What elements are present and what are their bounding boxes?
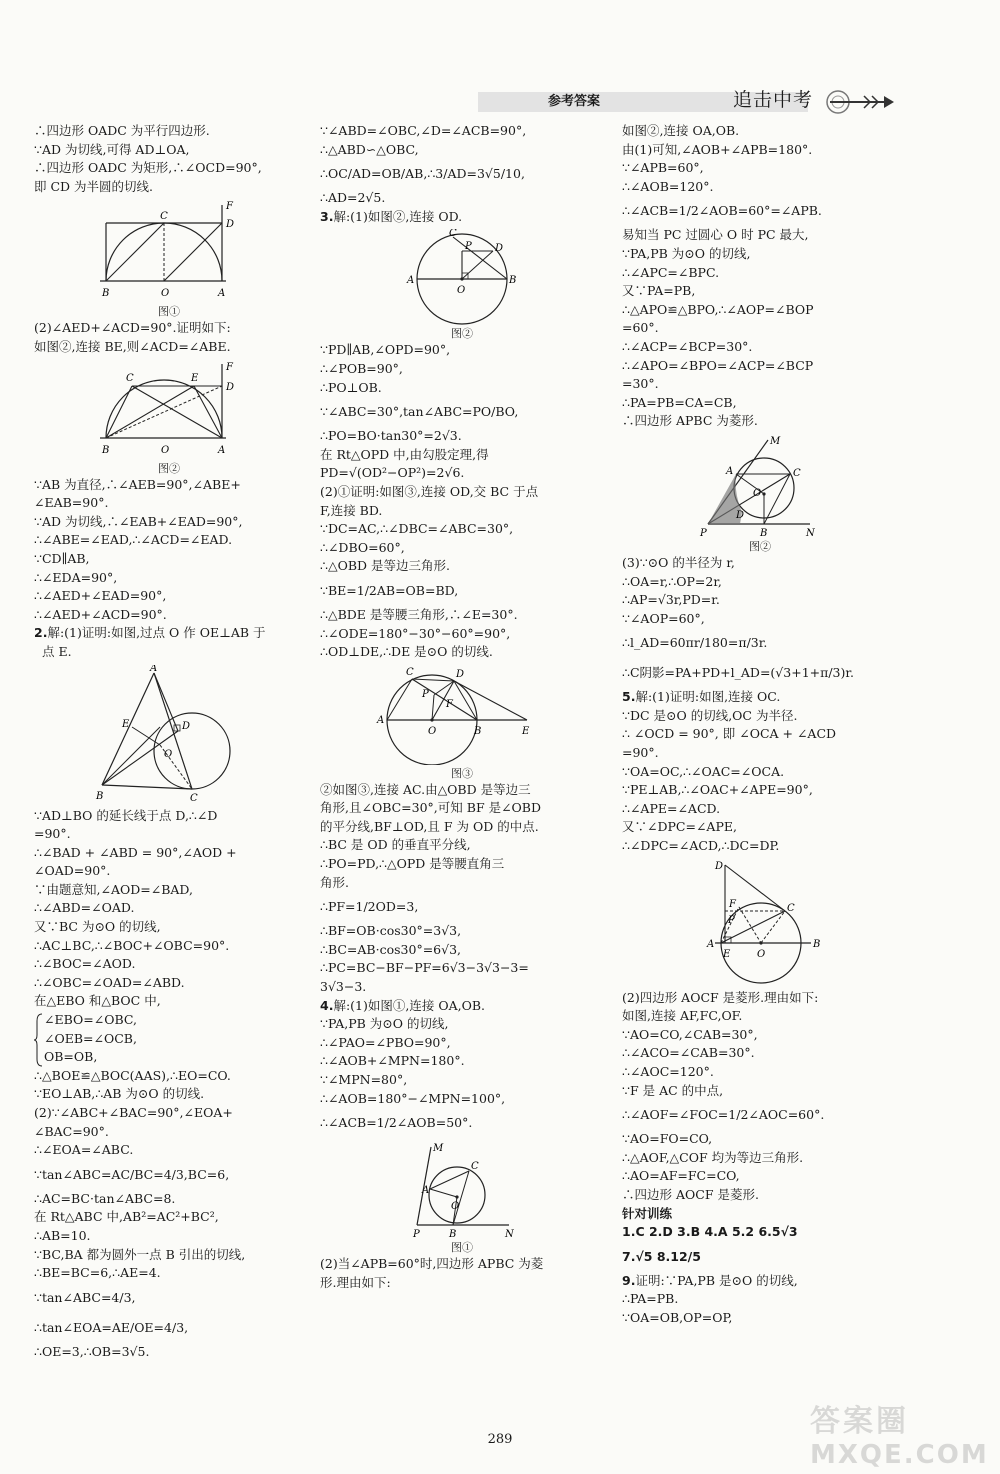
svg-text:M: M bbox=[433, 1143, 444, 1155]
figure-triangle-circle bbox=[94, 665, 244, 805]
text-line: =60°. bbox=[622, 320, 659, 336]
text-line: 的平分线,BF⊥OD,且 F 为 OD 的中点. bbox=[320, 818, 539, 834]
svg-text:F: F bbox=[226, 361, 233, 373]
watermark-logo bbox=[810, 1396, 989, 1470]
text-line: ∵PE⊥AB,∴∠OAC+∠APE=90°, bbox=[622, 782, 813, 798]
left-brace-icon bbox=[34, 1013, 44, 1067]
c1-block-d bbox=[34, 807, 304, 1012]
figure-caption: 图③ bbox=[451, 766, 473, 780]
text-line: ∵tan∠ABC=4/3, bbox=[34, 1289, 136, 1305]
text-line: 角形. bbox=[320, 874, 349, 890]
text-line: ∴∠AOC=120°. bbox=[622, 1064, 714, 1079]
svg-text:O: O bbox=[757, 948, 766, 960]
svg-text:A: A bbox=[377, 714, 385, 726]
text-line: ②如图③,连接 AC.由△OBD 是等边三 bbox=[320, 781, 531, 797]
svg-text:E: E bbox=[723, 948, 731, 960]
text-line: ∴四边形 OADC 为矩形,∴∠OCD=90°, bbox=[34, 160, 262, 176]
text-line: ∴PA=PB. bbox=[622, 1291, 679, 1307]
header-arrow-icon bbox=[824, 88, 896, 116]
header-title: 追击中考 bbox=[733, 89, 814, 111]
svg-text:E: E bbox=[522, 725, 530, 737]
c1-block-c bbox=[34, 476, 304, 625]
c1-block-b bbox=[34, 319, 304, 356]
text-line: 证明:∵PA,PB 是⊙O 的切线, bbox=[635, 1272, 798, 1288]
text-line: ∴ ∠OCD = 90°, 即 ∠OCA + ∠ACD bbox=[622, 726, 837, 742]
text-line: ∵由题意知,∠AOD=∠BAD, bbox=[34, 881, 193, 897]
question-9-line bbox=[622, 1272, 898, 1291]
watermark-text: 答案圈 bbox=[810, 1404, 909, 1439]
svg-text:O: O bbox=[428, 725, 437, 737]
svg-text:C: C bbox=[160, 211, 168, 223]
svg-text:A: A bbox=[218, 288, 226, 300]
text-line: ∵BE=1/2AB=OB=BD, bbox=[320, 582, 459, 598]
svg-text:D: D bbox=[456, 668, 465, 680]
text-line: 解:(1)证明:如图,过点 O 作 OE⊥AB 于 bbox=[47, 625, 266, 641]
text-line: 形.理由如下: bbox=[320, 1274, 391, 1290]
text-line: ∵OA=OC,∴∠OAC=∠OCA. bbox=[622, 763, 785, 779]
text-line: 在 Rt△ABC 中,AB²=AC²+BC², bbox=[34, 1209, 219, 1225]
text-line: ∵DC=AC,∴∠DBC=∠ABC=30°, bbox=[320, 521, 514, 537]
column-2 bbox=[320, 122, 604, 1292]
text-line: ∴C阴影=PA+PD+l_AD=(√3+1+π/3)r. bbox=[622, 665, 854, 681]
svg-text:P: P bbox=[413, 1229, 420, 1240]
text-line: ∴∠PAO=∠PBO=90°, bbox=[320, 1034, 451, 1050]
svg-text:A: A bbox=[150, 664, 158, 674]
text-line: ∴∠EOA=∠ABC. bbox=[34, 1142, 134, 1158]
text-line: ∵EO⊥AB,∴AB 为⊙O 的切线. bbox=[34, 1086, 205, 1102]
svg-text:F: F bbox=[729, 898, 736, 910]
text-line: 又∵PA=PB, bbox=[622, 283, 696, 299]
equation-system bbox=[34, 1011, 304, 1067]
figure-semicircle-rectangle bbox=[94, 199, 244, 303]
text-line: ∴△OBD 是等边三角形. bbox=[320, 558, 450, 574]
text-line: 解:(1)如图①,连接 OA,OB. bbox=[333, 997, 485, 1013]
text-line: ∠OEB=∠OCB, bbox=[44, 1030, 137, 1046]
text-line: ∴PO⊥OB. bbox=[320, 379, 382, 395]
text-line: (2)∠AED+∠ACD=90°.证明如下: bbox=[34, 320, 231, 336]
text-line: ∠EAB=90°. bbox=[34, 495, 109, 511]
text-line: ∴∠BAD + ∠ABD = 90°,∠AOD + bbox=[34, 844, 237, 860]
text-line: ∴AC⊥BC,∴∠BOC+∠OBC=90°. bbox=[34, 937, 230, 953]
svg-text:D: D bbox=[495, 243, 504, 255]
figure-caption: 图② bbox=[158, 461, 180, 475]
text-line: ∴AO=AF=FC=CO, bbox=[622, 1168, 740, 1184]
text-line: ∵AD⊥BO 的延长线于点 D,∴∠D bbox=[34, 807, 218, 823]
question-number: 5. bbox=[622, 689, 636, 705]
svg-text:F: F bbox=[226, 201, 233, 213]
text-line: ∴PO=BO·tan30°=2√3. bbox=[320, 428, 462, 444]
text-line: ∵OA=OB,OP=OP, bbox=[622, 1309, 733, 1325]
c2-block-c bbox=[320, 781, 604, 997]
watermark-url: MXQE.COM bbox=[810, 1440, 989, 1470]
text-line: ∵AD 为切线,可得 AD⊥OA, bbox=[34, 141, 190, 157]
svg-text:O: O bbox=[161, 444, 170, 456]
text-line: ∴∠AOB=180°−∠MPN=100°, bbox=[320, 1090, 506, 1106]
text-line: =30°. bbox=[622, 376, 659, 392]
svg-text:O: O bbox=[753, 487, 762, 499]
svg-text:P: P bbox=[700, 527, 707, 538]
figure-circle-dc-tangent bbox=[695, 859, 825, 987]
text-line: ∴△APO≌△BPO,∴∠AOP=∠BOP bbox=[622, 301, 814, 317]
svg-text:O: O bbox=[164, 748, 173, 760]
text-line: ∴△AOF,△COF 均为等边三角形. bbox=[622, 1149, 804, 1165]
svg-text:F: F bbox=[446, 698, 453, 710]
text-line: ∴∠AOF=∠FOC=1/2∠AOC=60°. bbox=[622, 1107, 825, 1123]
figure-caption: 图① bbox=[158, 305, 180, 319]
figure-rhombus-circle bbox=[690, 434, 830, 538]
text-line: 角形,且∠OBC=30°,可知 BF 是∠OBD bbox=[320, 800, 542, 816]
text-line: ∴BE=BC=6,∴AE=4. bbox=[34, 1265, 161, 1281]
text-line: 即 CD 为半圆的切线. bbox=[34, 178, 154, 194]
text-line: ∵AO=FO=CO, bbox=[622, 1131, 713, 1147]
text-line: ∴PC=BC−BF−PF=6√3−3√3−3= bbox=[320, 960, 529, 976]
text-line: 解:(1)证明:如图,连接 OC. bbox=[635, 689, 781, 705]
c3-block-d bbox=[622, 989, 898, 1205]
text-line: ∴∠APO=∠BPO=∠ACP=∠BCP bbox=[622, 357, 814, 373]
svg-text:A: A bbox=[707, 938, 715, 950]
text-line: ∴∠ABD=∠OAD. bbox=[34, 900, 135, 916]
c3-block-a bbox=[622, 122, 898, 431]
text-line: ∵AB 为直径,∴∠AEB=90°,∠ABE+ bbox=[34, 476, 241, 492]
svg-text:B: B bbox=[449, 1229, 457, 1240]
text-line: ∴∠AED+∠ACD=90°. bbox=[34, 606, 167, 622]
svg-text:O: O bbox=[451, 1201, 460, 1213]
text-line: (2)四边形 AOCF 是菱形.理由如下: bbox=[622, 989, 819, 1005]
svg-text:M: M bbox=[770, 435, 781, 447]
text-line: (2)∵∠ABC+∠BAC=90°,∠EOA+ bbox=[34, 1105, 233, 1120]
svg-text:C: C bbox=[787, 902, 795, 914]
text-line: ∵PA,PB 为⊙O 的切线, bbox=[622, 245, 751, 261]
figure-caption: 图② bbox=[749, 539, 771, 553]
svg-text:B: B bbox=[474, 725, 482, 737]
text-line: 点 E. bbox=[42, 643, 72, 659]
question-3-line bbox=[320, 208, 604, 227]
question-number: 4. bbox=[320, 997, 334, 1013]
text-line: 在△EBO 和△BOC 中, bbox=[34, 993, 161, 1009]
text-line: ∵PA,PB 为⊙O 的切线, bbox=[320, 1016, 449, 1032]
text-line: ∵AD 为切线,∴∠EAB+∠EAD=90°, bbox=[34, 513, 243, 529]
text-line: ∴∠BOC=∠AOD. bbox=[34, 956, 136, 972]
text-line: ∵∠AOP=60°, bbox=[622, 610, 705, 626]
text-line: ∴AB=10. bbox=[34, 1227, 91, 1243]
text-line: (2)当∠APB=60°时,四边形 APBC 为菱 bbox=[320, 1256, 544, 1272]
answer-line: 7.√5 8.12/5 bbox=[622, 1248, 701, 1264]
text-line: ∴BC=AB·cos30°=6√3, bbox=[320, 941, 462, 957]
text-line: ∴四边形 APBC 为菱形. bbox=[622, 413, 758, 429]
text-line: OB=OB, bbox=[44, 1049, 98, 1065]
figure-circle-tangent-e bbox=[372, 665, 552, 765]
text-line: ∴∠DBO=60°, bbox=[320, 539, 405, 555]
answer-line: 1.C 2.D 3.B 4.A 5.2 6.5√3 bbox=[622, 1224, 798, 1240]
c2-block-a bbox=[320, 122, 604, 208]
c1-block-a bbox=[34, 122, 304, 196]
text-line: ∵BC,BA 都为圆外一点 B 引出的切线, bbox=[34, 1246, 246, 1262]
text-line: ∴OD⊥DE,∴DE 是⊙O 的切线. bbox=[320, 644, 493, 660]
text-line: ∵CD∥AB, bbox=[34, 550, 90, 566]
svg-text:A: A bbox=[218, 444, 226, 456]
text-line: 由(1)可知,∠AOB+∠APB=180°. bbox=[622, 141, 813, 157]
svg-text:N: N bbox=[806, 527, 815, 538]
svg-text:C: C bbox=[449, 229, 457, 240]
text-line: 如图,连接 AF,FC,OF. bbox=[622, 1008, 743, 1024]
text-line: ∵tan∠ABC=AC/BC=4/3,BC=6, bbox=[34, 1166, 230, 1182]
text-line: ∴∠ACO=∠CAB=30°. bbox=[622, 1045, 755, 1061]
text-line: ∴OA=r,∴OP=2r, bbox=[622, 573, 722, 589]
page-number: 289 bbox=[487, 1432, 513, 1447]
svg-text:E: E bbox=[122, 718, 130, 730]
figure-semicircle-tangent bbox=[94, 360, 244, 460]
question-number: 9. bbox=[622, 1272, 636, 1288]
text-line: ∴∠AOB=120°. bbox=[622, 178, 714, 194]
svg-text:B: B bbox=[96, 790, 104, 802]
text-line: ∴l_AD=60πr/180=π/3r. bbox=[622, 635, 768, 651]
text-line: ∵PD∥AB,∠OPD=90°, bbox=[320, 342, 451, 358]
svg-text:B: B bbox=[760, 527, 768, 538]
text-line: ∴BF=OB·cos30°=3√3, bbox=[320, 923, 462, 939]
text-line: ∠EBO=∠OBC, bbox=[44, 1012, 137, 1028]
text-line: ∴AP=√3r,PD=r. bbox=[622, 592, 720, 608]
text-line: ∠OAD=90°. bbox=[34, 863, 111, 879]
figure-caption: 图② bbox=[451, 327, 473, 341]
svg-text:D: D bbox=[736, 509, 745, 521]
text-line: ∵AO=CO,∠CAB=30°, bbox=[622, 1026, 758, 1042]
c2-block-e bbox=[320, 1255, 604, 1292]
text-line: F,连接 BD. bbox=[320, 502, 383, 518]
svg-text:C: C bbox=[126, 372, 134, 384]
svg-text:A: A bbox=[726, 465, 734, 477]
c3-block-c bbox=[622, 707, 898, 856]
text-line: ∵∠ABD=∠OBC,∠D=∠ACB=90°, bbox=[320, 123, 527, 138]
header-label: 参考答案 bbox=[548, 94, 601, 109]
text-line: ∴△ABD∽△OBC, bbox=[320, 141, 419, 157]
text-line: ∵F 是 AC 的中点, bbox=[622, 1082, 724, 1098]
text-line: ∴∠ACB=1/2∠AOB=60°=∠APB. bbox=[622, 203, 822, 219]
text-line: ∴∠AOB+∠MPN=180°. bbox=[320, 1053, 465, 1069]
column-3 bbox=[622, 122, 898, 1328]
svg-text:P: P bbox=[422, 688, 429, 700]
text-line: ∴四边形 AOCF 是菱形. bbox=[622, 1186, 759, 1202]
text-line: ∴AC=BC·tan∠ABC=8. bbox=[34, 1190, 176, 1206]
figure-angle-circle bbox=[397, 1141, 527, 1239]
text-line: ∠BAC=90°. bbox=[34, 1123, 109, 1139]
c1-block-e bbox=[34, 1067, 304, 1362]
text-line: 如图②,连接 OA,OB. bbox=[622, 123, 740, 138]
text-line: 又∵∠DPC=∠APE, bbox=[622, 819, 737, 835]
text-line: PD=√(OD²−OP²)=2√6. bbox=[320, 465, 465, 481]
svg-text:E: E bbox=[191, 372, 199, 384]
question-5-line bbox=[622, 688, 898, 707]
text-line: ∴∠ODE=180°−30°−60°=90°, bbox=[320, 625, 511, 641]
svg-text:D: D bbox=[226, 219, 235, 231]
svg-text:C: C bbox=[406, 666, 414, 678]
c3-block-b bbox=[622, 554, 898, 688]
svg-text:A: A bbox=[407, 275, 415, 287]
svg-text:A: A bbox=[422, 1185, 430, 1197]
text-line: ∴AD=2√5. bbox=[320, 190, 386, 206]
text-line: (2)①证明:如图③,连接 OD,交 BC 于点 bbox=[320, 483, 539, 499]
svg-text:C: C bbox=[793, 467, 801, 479]
figure-circle-parallel bbox=[397, 229, 527, 325]
text-line: ∵∠ABC=30°,tan∠ABC=PO/BO, bbox=[320, 404, 519, 420]
svg-text:D: D bbox=[715, 860, 724, 872]
text-line: ∵∠MPN=80°, bbox=[320, 1072, 408, 1087]
c3-block-e bbox=[622, 1290, 898, 1327]
question-number: 3. bbox=[320, 208, 334, 224]
text-line: ∴∠OBC=∠OAD=∠ABD. bbox=[34, 974, 185, 990]
text-line: ∴∠EDA=90°, bbox=[34, 569, 118, 585]
svg-text:B: B bbox=[102, 288, 110, 300]
text-line: ∴PA=PB=CA=CB, bbox=[622, 394, 737, 410]
text-line: ∴四边形 OADC 为平行四边形. bbox=[34, 123, 210, 138]
svg-text:B: B bbox=[102, 444, 110, 456]
text-line: ∴∠ABE=∠EAD,∴∠ACD=∠EAD. bbox=[34, 532, 233, 548]
svg-text:P: P bbox=[728, 914, 735, 926]
question-4-line bbox=[320, 997, 604, 1016]
question-2-line bbox=[34, 624, 304, 643]
question-number: 2. bbox=[34, 625, 48, 641]
svg-text:B: B bbox=[509, 275, 517, 287]
column-1 bbox=[34, 122, 304, 1361]
text-line: 如图②,连接 BE,则∠ACD=∠ABE. bbox=[34, 338, 231, 354]
text-line: ∴∠DPC=∠ACD,∴DC=DP. bbox=[622, 838, 780, 854]
text-line: ∴BC 是 OD 的垂直平分线, bbox=[320, 837, 471, 853]
svg-text:C: C bbox=[471, 1161, 479, 1173]
text-line: 3√3−3. bbox=[320, 979, 367, 995]
svg-text:N: N bbox=[505, 1229, 514, 1240]
text-line: 在 Rt△OPD 中,由勾股定理,得 bbox=[320, 446, 489, 462]
text-line: ∴tan∠EOA=AE/OE=4/3, bbox=[34, 1319, 189, 1335]
text-line: ∴∠APC=∠BPC. bbox=[622, 264, 720, 280]
svg-text:P: P bbox=[465, 241, 472, 253]
svg-text:D: D bbox=[182, 720, 191, 732]
text-line: ∴∠AED+∠EAD=90°, bbox=[34, 588, 167, 604]
svg-text:D: D bbox=[226, 381, 235, 393]
text-line: ∴△BOE≌△BOC(AAS),∴EO=CO. bbox=[34, 1067, 231, 1083]
text-line: ∴PF=1/2OD=3, bbox=[320, 899, 419, 915]
figure-caption: 图① bbox=[451, 1241, 473, 1255]
svg-text:B: B bbox=[813, 938, 821, 950]
text-line: ∴∠ACP=∠BCP=30°. bbox=[622, 338, 753, 354]
c2-block-b bbox=[320, 341, 604, 661]
text-line: ∴∠POB=90°, bbox=[320, 360, 403, 376]
text-line: ∴OE=3,∴OB=3√5. bbox=[34, 1343, 150, 1359]
c2-block-d bbox=[320, 1015, 604, 1138]
svg-text:O: O bbox=[161, 288, 170, 300]
text-line: 又∵BC 为⊙O 的切线, bbox=[34, 919, 161, 935]
text-line: =90°. bbox=[34, 826, 71, 842]
text-line: ∴∠ACB=1/2∠AOB=50°. bbox=[320, 1115, 473, 1131]
section-title: 针对训练 bbox=[622, 1205, 673, 1221]
text-line: 解:(1)如图②,连接 OD. bbox=[333, 208, 463, 224]
text-line: (3)∵⊙O 的半径为 r, bbox=[622, 554, 735, 570]
text-line: =90°. bbox=[622, 745, 659, 761]
text-line: ∴OC/AD=OB/AB,∴3/AD=3√5/10, bbox=[320, 166, 525, 182]
svg-text:O: O bbox=[457, 285, 466, 297]
svg-text:C: C bbox=[190, 792, 198, 804]
text-line: ∵∠APB=60°, bbox=[622, 160, 704, 176]
text-line: 易知当 PC 过圆心 O 时 PC 最大, bbox=[622, 227, 809, 243]
text-line: ∴PO=PD,∴△OPD 是等腰直角三 bbox=[320, 856, 505, 872]
text-line: ∴△BDE 是等腰三角形,∴∠E=30°. bbox=[320, 606, 518, 622]
text-line: ∵DC 是⊙O 的切线,OC 为半径. bbox=[622, 707, 798, 723]
text-line: ∴∠APE=∠ACD. bbox=[622, 800, 721, 816]
page-header bbox=[478, 86, 896, 116]
